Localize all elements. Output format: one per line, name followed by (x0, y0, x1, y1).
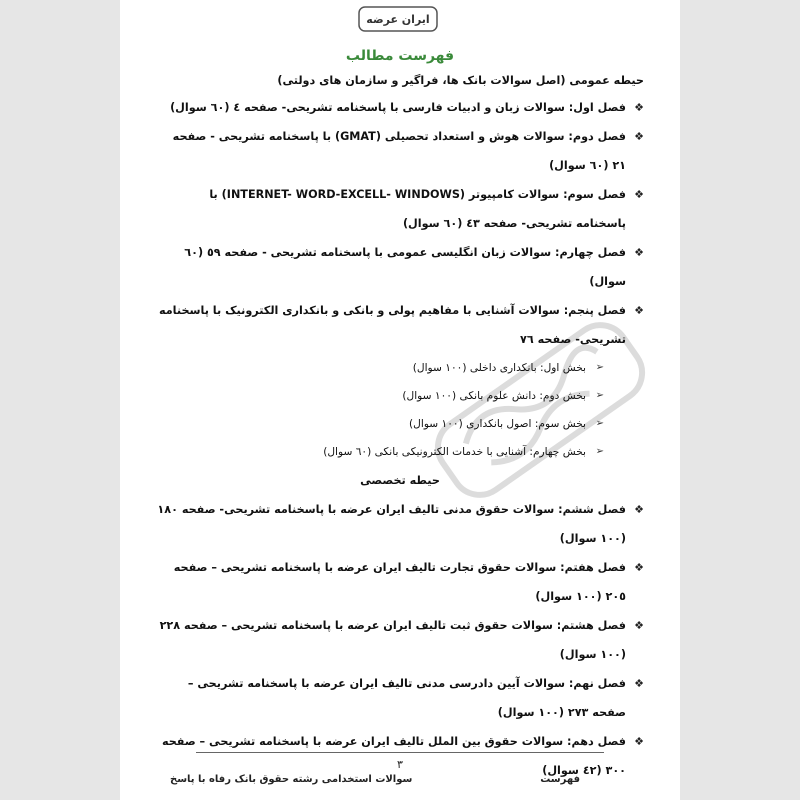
subsection-text: بخش دوم: دانش علوم بانکی (١٠٠ سوال) (402, 390, 586, 402)
diamond-bullet-icon: ❖ (634, 561, 644, 574)
table-of-contents (156, 48, 644, 785)
list-item (156, 122, 644, 180)
list-item (156, 238, 644, 296)
document-page (120, 0, 680, 800)
chapter-text: فصل پنجم: سوالات آشنایی با مفاهیم پولی و بانکی و بانکداری الکترونیک با پاسخنامه تشریحی- صفحه ٧٦ (158, 304, 626, 346)
diamond-bullet-icon: ❖ (634, 304, 644, 317)
chapter-text: فصل هشتم: سوالات حقوق ثبت تالیف ایران عرضه با پاسخنامه تشریحی – صفحه ٢٢٨ (١٠٠ سوال) (159, 619, 626, 661)
iran-arze-logo (358, 6, 438, 32)
chapter-five-subsections (156, 354, 644, 466)
chapter-text: فصل دوم: سوالات هوش و استعداد تحصیلی (GMAT) با پاسخنامه تشریحی - صفحه ٢١ (٦٠ سوال) (172, 130, 626, 172)
chapter-text: فصل نهم: سوالات آیین دادرسی مدنی تالیف ایران عرضه با پاسخنامه تشریحی – صفحه ٢٧٣ (١٠٠ سوال) (187, 677, 626, 719)
arrowhead-bullet-icon: ➢ (595, 390, 604, 401)
list-item (156, 382, 604, 410)
diamond-bullet-icon: ❖ (634, 130, 644, 143)
specialized-chapter-list (156, 495, 644, 785)
chapter-text: فصل چهارم: سوالات زبان انگلیسی عمومی با پاسخنامه تشریحی - صفحه ٥٩ (٦٠ سوال) (184, 246, 626, 288)
arrowhead-bullet-icon: ➢ (595, 446, 604, 457)
page-number: ٣ (397, 758, 403, 771)
subsection-text: بخش سوم: اصول بانکداری (١٠٠ سوال) (409, 418, 586, 430)
list-item (156, 354, 604, 382)
logo-text: ایران عرضه (366, 13, 430, 26)
list-item (156, 495, 644, 553)
arrowhead-bullet-icon: ➢ (595, 362, 604, 373)
diamond-bullet-icon: ❖ (634, 101, 644, 114)
list-item (156, 180, 644, 238)
general-section-heading: حیطه عمومی (اصل سوالات بانک ها، فراگیر و سازمان های دولتی) (277, 74, 644, 87)
diamond-bullet-icon: ❖ (634, 246, 644, 259)
list-item (156, 553, 644, 611)
chapter-text: فصل ششم: سوالات حقوق مدنی تالیف ایران عرضه با پاسخنامه تشریحی- صفحه ١٨٠ (١٠٠ سوال) (157, 503, 626, 545)
diamond-bullet-icon: ❖ (634, 619, 644, 632)
list-item (156, 438, 604, 466)
chapter-text: فصل اول: سوالات زبان و ادبیات فارسی با پاسخنامه تشریحی- صفحه ٤ (٦٠ سوال) (170, 101, 626, 114)
footer-divider (196, 752, 604, 753)
diamond-bullet-icon: ❖ (634, 188, 644, 201)
list-item (156, 611, 644, 669)
subsection-text: بخش چهارم: آشنایی با خدمات الکترونیکی بانکی (٦٠ سوال) (323, 446, 586, 458)
general-chapter-list (156, 93, 644, 354)
chapter-text: فصل هفتم: سوالات حقوق تجارت تالیف ایران عرضه با پاسخنامه تشریحی – صفحه ٢٠٥ (١٠٠ سوال) (173, 561, 626, 603)
arrowhead-bullet-icon: ➢ (595, 418, 604, 429)
list-item (156, 296, 644, 354)
page-title: فهرست مطالب (345, 48, 455, 64)
footer-section-label: فهرست (540, 774, 580, 785)
subsection-text: بخش اول: بانکداری داخلی (١٠٠ سوال) (412, 362, 586, 374)
diamond-bullet-icon: ❖ (634, 677, 644, 690)
list-item (156, 93, 644, 122)
chapter-text: فصل دهم: سوالات حقوق بین الملل تالیف ایران عرضه با پاسخنامه تشریحی – صفحه ٣٠٠ (٤٢ سوال) (161, 735, 626, 777)
diamond-bullet-icon: ❖ (634, 503, 644, 516)
list-item (156, 669, 644, 727)
chapter-text: فصل سوم: سوالات کامپیوتر (INTERNET- WORD-EXCELL- WINDOWS) با پاسخنامه تشریحی- صفحه ٤٣ (٦٠ سوال) (209, 188, 626, 230)
footer-book-title: سوالات استخدامی رشته حقوق بانک رفاه با پاسخ (170, 774, 413, 785)
list-item (156, 410, 604, 438)
specialized-section-heading: حیطه تخصصی (360, 474, 440, 487)
diamond-bullet-icon: ❖ (634, 735, 644, 748)
